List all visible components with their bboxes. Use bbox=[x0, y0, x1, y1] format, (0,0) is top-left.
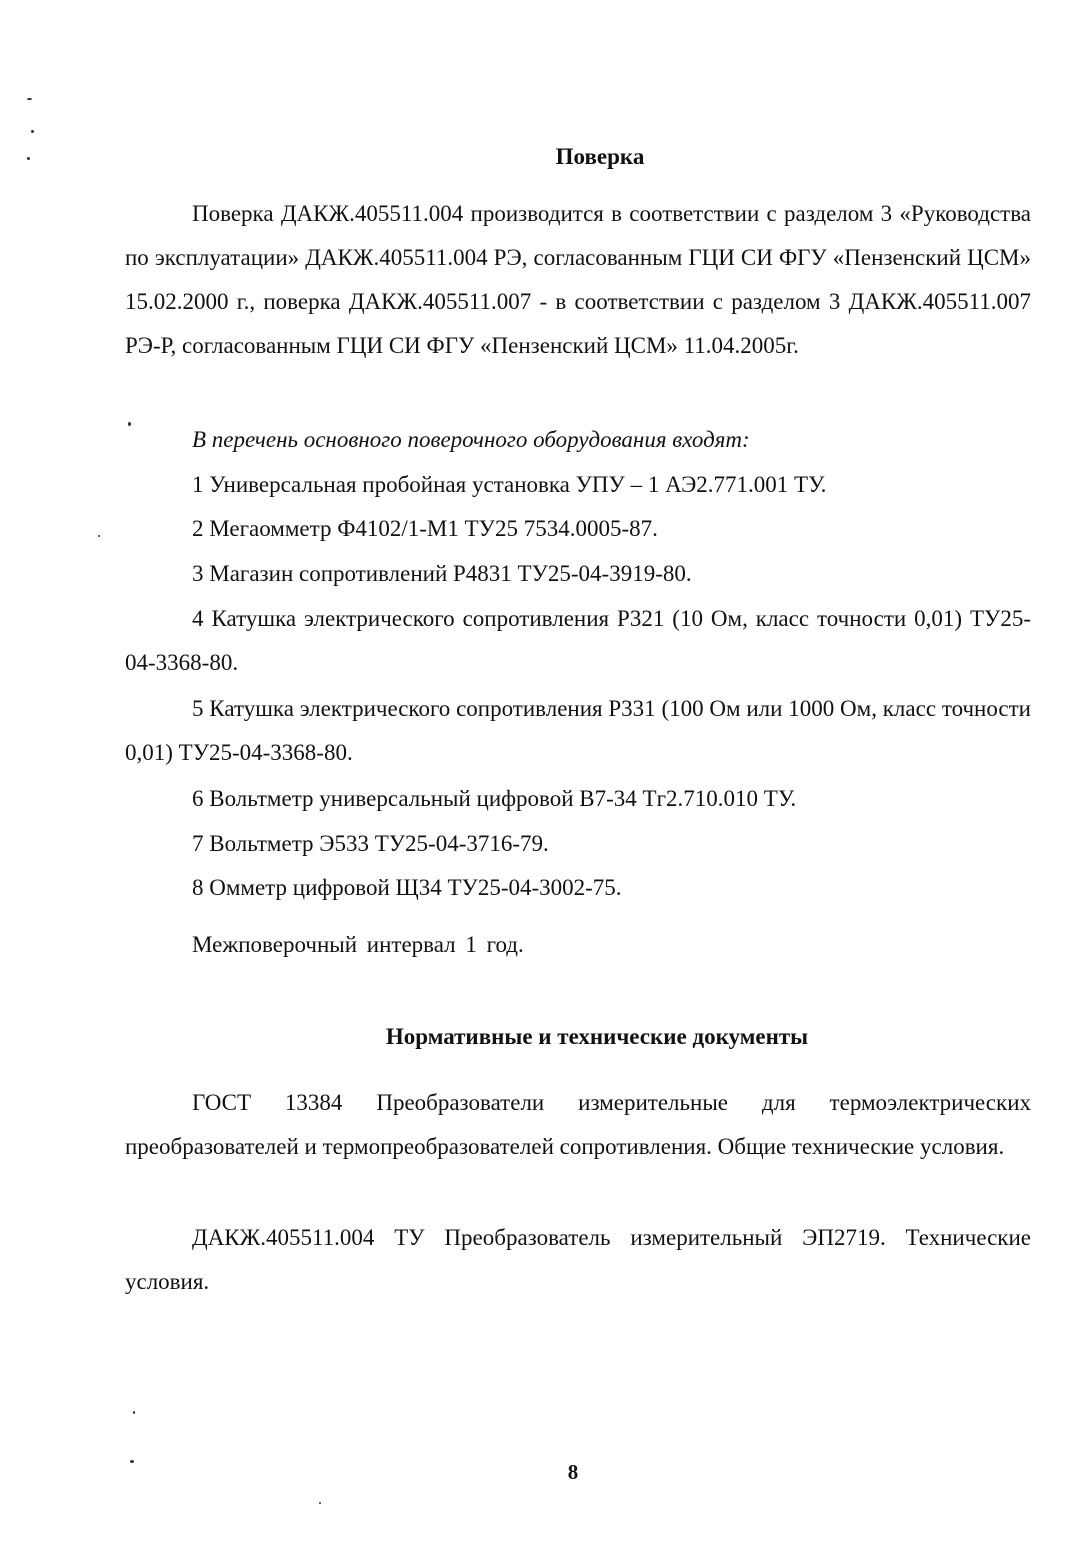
normative-doc-gost: ГОСТ 13384 Преобразователи измерительные для термоэлектрических преобразователей и термопреобразователей сопротивления. Общие технические условия. bbox=[125, 1090, 1031, 1159]
scan-speck bbox=[133, 1411, 135, 1414]
equipment-item-8: 8 Омметр цифровой Щ34 ТУ25-04-3002-75. bbox=[192, 875, 622, 900]
section-title-normative-docs: Нормативные и технические документы bbox=[385, 1024, 809, 1049]
equipment-item-7: 7 Вольтметр Э533 ТУ25-04-3716-79. bbox=[192, 831, 549, 856]
scan-speck bbox=[98, 535, 100, 537]
equipment-item-2: 2 Мегаомметр Ф4102/1-М1 ТУ25 7534.0005-87. bbox=[192, 516, 658, 541]
page-number: 8 bbox=[567, 1460, 579, 1484]
equipment-item-6: 6 Вольтметр универсальный цифровой В7-34 Тг2.710.010 ТУ. bbox=[192, 786, 797, 811]
scan-speck bbox=[319, 1502, 321, 1504]
section-title-verification: Поверка bbox=[555, 144, 645, 169]
verification-interval: Межповерочный интервал 1 год. bbox=[192, 932, 524, 957]
equipment-item-5: 5 Катушка электрического сопротивления Р331 (100 Ом или 1000 Ом, класс точности 0,01) ТУ25-04-3368-80. bbox=[125, 696, 1031, 765]
scan-speck bbox=[27, 98, 32, 100]
scan-speck bbox=[31, 130, 34, 133]
normative-doc-tu: ДАКЖ.405511.004 ТУ Преобразователь измерительный ЭП2719. Технические условия. bbox=[125, 1225, 1031, 1294]
scan-speck bbox=[27, 157, 30, 160]
equipment-item-3: 3 Магазин сопротивлений Р4831 ТУ25-04-3919-80. bbox=[192, 561, 692, 586]
verification-paragraph: Поверка ДАКЖ.405511.004 производится в соответствии с разделом 3 «Руководства по эксплуатации» ДАКЖ.405511.004 РЭ, согласованным ГЦИ СИ ФГУ «Пензенский ЦСМ» 15.02.2000 г., поверка ДАКЖ.405511.007 - в соответствии с разделом 3 ДАКЖ.405511.007 РЭ-Р, согласованным ГЦИ СИ ФГУ «Пензенский ЦСМ» 11.04.2005г. bbox=[125, 201, 1031, 358]
scan-speck bbox=[128, 422, 131, 426]
equipment-item-4: 4 Катушка электрического сопротивления Р321 (10 Ом, класс точности 0,01) ТУ25-04-3368-80. bbox=[125, 606, 1031, 675]
equipment-intro: В перечень основного поверочного оборудования входят: bbox=[192, 427, 750, 452]
equipment-item-1: 1 Универсальная пробойная установка УПУ – 1 АЭ2.771.001 ТУ. bbox=[192, 472, 827, 497]
scan-speck bbox=[130, 1460, 134, 1463]
